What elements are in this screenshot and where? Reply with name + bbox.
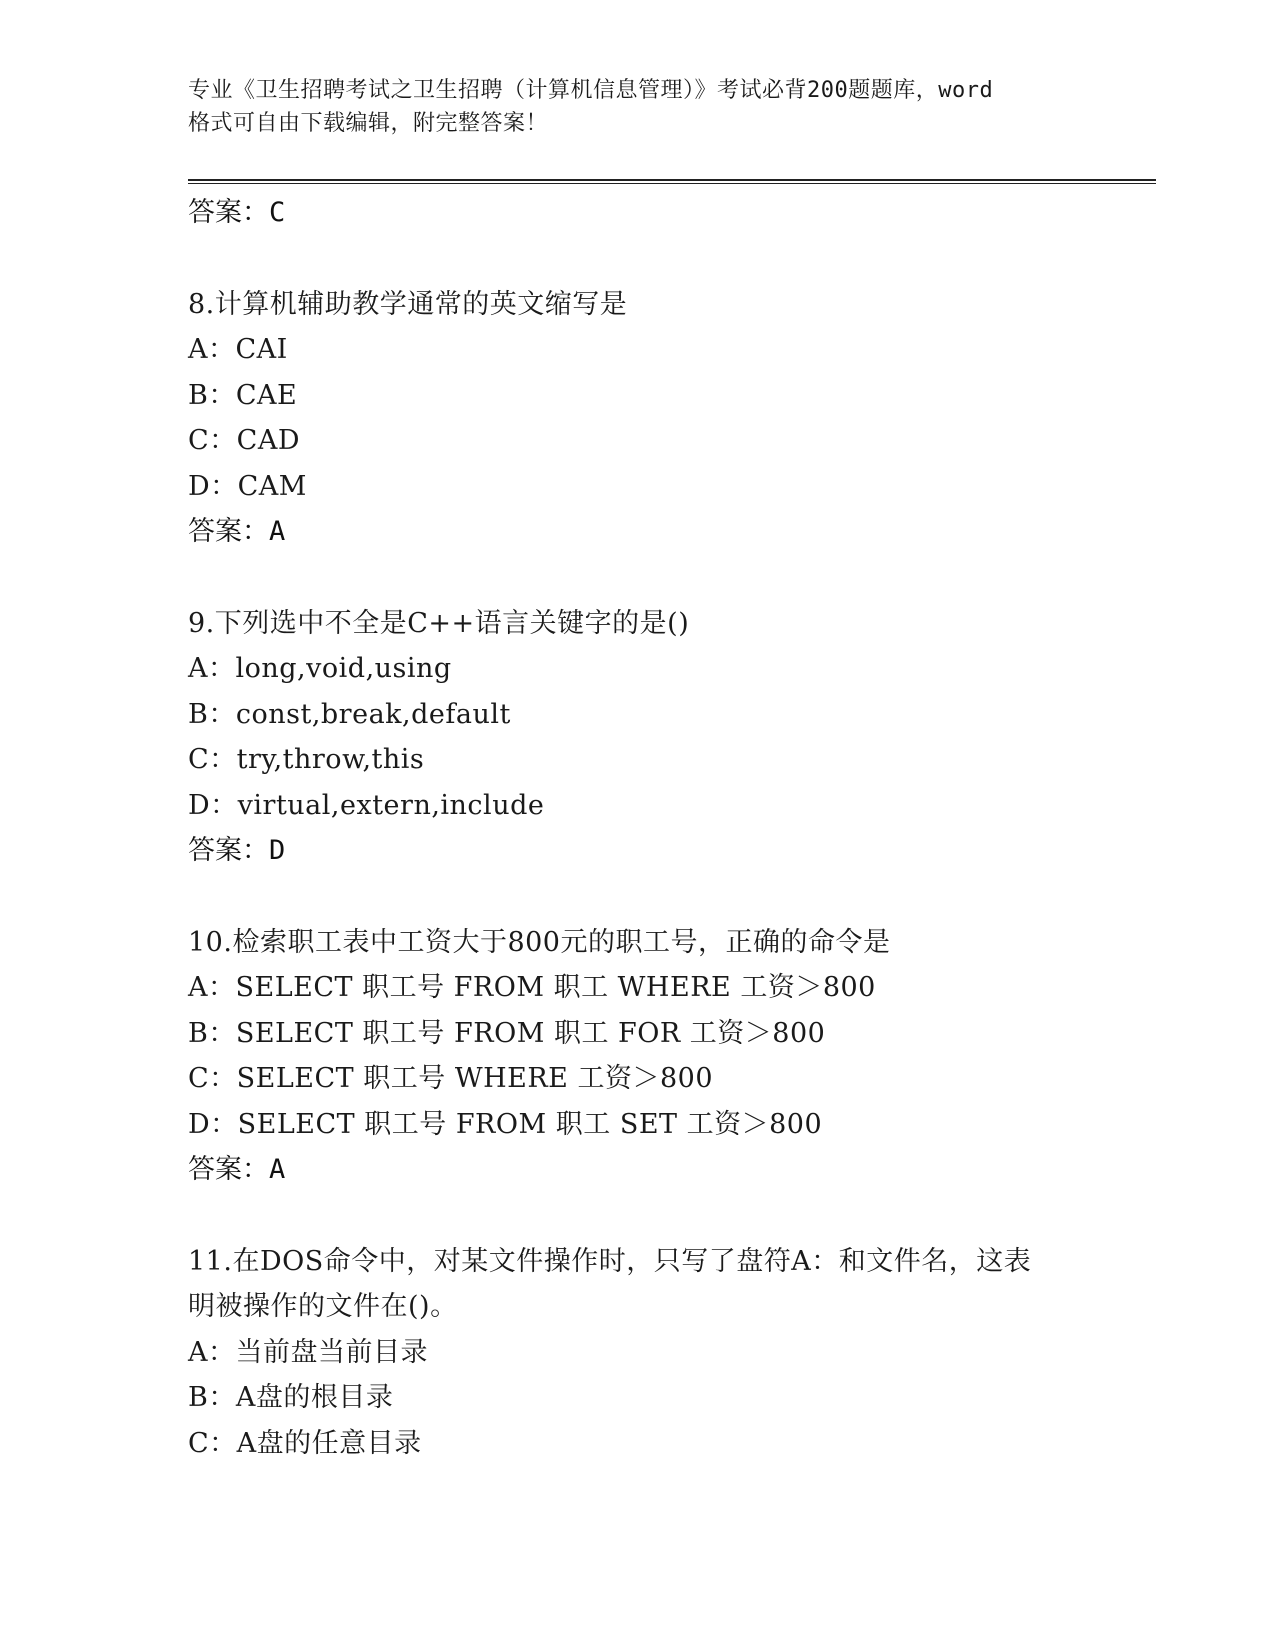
question-8: [188, 282, 1156, 555]
question-11: [188, 1239, 1156, 1467]
option-c: C：CAD: [188, 425, 300, 456]
option-a: A：CAI: [188, 334, 288, 365]
option-a: A：当前盘当前目录: [188, 1336, 428, 1368]
answer: 答案：A: [188, 1154, 286, 1185]
option-c: C：A盘的任意目录: [188, 1427, 422, 1459]
option-b: B：A盘的根目录: [188, 1382, 394, 1413]
question-content: [188, 190, 1156, 1466]
question-stem: 8.计算机辅助教学通常的英文缩写是: [188, 288, 628, 320]
question-stem: 9.下列选中不全是C++语言关键字的是(): [188, 607, 690, 639]
option-c: C：try,throw,this: [188, 744, 425, 775]
header-rule-thick: [188, 179, 1156, 181]
option-d: D：SELECT 职工号 FROM 职工 SET 工资＞800: [188, 1108, 823, 1140]
option-b: B：const,break,default: [188, 698, 511, 730]
option-b: B：SELECT 职工号 FROM 职工 FOR 工资＞800: [188, 1017, 826, 1049]
question-stem-line-1: 11.在DOS命令中，对某文件操作时，只写了盘符A：和文件名，这表: [188, 1245, 1032, 1277]
question-stem: 10.检索职工表中工资大于800元的职工号，正确的命令是: [188, 926, 891, 958]
option-a: A：long,void,using: [188, 653, 452, 684]
header-line-2: 格式可自由下载编辑，附完整答案！: [188, 111, 549, 136]
option-c: C：SELECT 职工号 WHERE 工资＞800: [188, 1063, 713, 1094]
question-9: [188, 601, 1156, 874]
answer: 答案：A: [188, 516, 286, 547]
header-rule-thin: [188, 183, 1156, 184]
previous-answer: 答案：C: [188, 197, 286, 228]
option-d: D：virtual,extern,include: [188, 789, 545, 821]
header-line-1: 专业《卫生招聘考试之卫生招聘（计算机信息管理）》考试必背200题题库，word: [188, 78, 994, 103]
option-d: D：CAM: [188, 470, 307, 502]
option-b: B：CAE: [188, 379, 298, 411]
question-10: [188, 920, 1156, 1193]
answer: 答案：D: [188, 835, 286, 866]
option-a: A：SELECT 职工号 FROM 职工 WHERE 工资＞800: [188, 972, 876, 1003]
document-header: [188, 74, 1088, 140]
question-stem-line-2: 明被操作的文件在()。: [188, 1291, 458, 1322]
